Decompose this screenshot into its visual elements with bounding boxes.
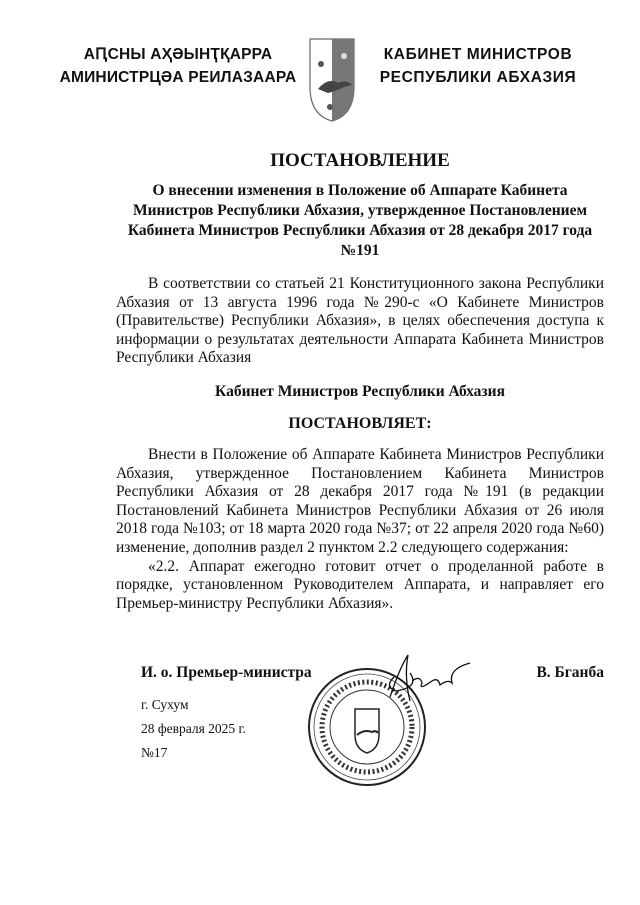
signature-block: [116, 663, 604, 773]
document-number: №17: [141, 745, 168, 761]
document-title: ПОСТАНОВЛЕНИЕ: [270, 150, 450, 171]
quoted-clause: «2.2. Аппарат ежегодно готовит отчет о проделанной работе в порядке, установленном Руководителем Аппарата, и направляет его Премьер-министру Республики Абхазия».: [116, 557, 604, 612]
header-right: [368, 43, 588, 89]
city: г. Сухум: [141, 697, 189, 713]
preamble-paragraph: В соответствии со статьей 21 Конституционного закона Республики Абхазия от 13 августа 1996 года №290-с «О Кабинете Министров (Правительстве) Республики Абхазия», в целях обеспечения доступа к информации о результатах деятельности Аппарата Кабинета Министров Республики Абхазия: [116, 275, 604, 367]
header-left-line2: АМИНИСТРЦӘА РЕИЛАЗААРА: [59, 69, 297, 86]
official-seal-and-signature: [300, 637, 500, 817]
header-right-line1: КАБИНЕТ МИНИСТРОВ: [383, 46, 573, 63]
resolves-heading: ПОСТАНОВЛЯЕТ:: [288, 414, 432, 432]
coat-of-arms-emblem: [308, 37, 356, 123]
issuer: Кабинет Министров Республики Абхазия: [215, 382, 505, 400]
signatory-role: И. о. Премьер-министра: [141, 664, 312, 682]
header-right-line2: РЕСПУБЛИКИ АБХАЗИЯ: [379, 69, 577, 86]
clause-paragraph: Внести в Положение об Аппарате Кабинета Министров Республики Абхазия, утвержденное Постановлением Кабинета Министров Республики Абхазия от 28 декабря 2017 года №191 (в редакции Постановлений Кабинета Министров Республики Абхазия от 26 июля 2018 года №103; от 18 марта 2020 года №37; от 22 апреля 2020 года №60) изменение, дополнив раздел 2 пунктом 2.2 следующего содержания:: [116, 445, 604, 556]
header-left: [58, 43, 298, 89]
header-left-line1: АԤСНЫ АҲӘЫНҬҚАРРА: [83, 46, 273, 63]
document-body: [116, 149, 604, 773]
document-date: 28 февраля 2025 г.: [141, 721, 246, 737]
signatory-name: В. Бганба: [536, 664, 604, 682]
document-subtitle: О внесении изменения в Положение об Аппарате Кабинета Министров Республики Абхазия, утвержденное Постановлением Кабинета Министров Республики Абхазия от 28 декабря 2017 года №191: [127, 182, 593, 259]
